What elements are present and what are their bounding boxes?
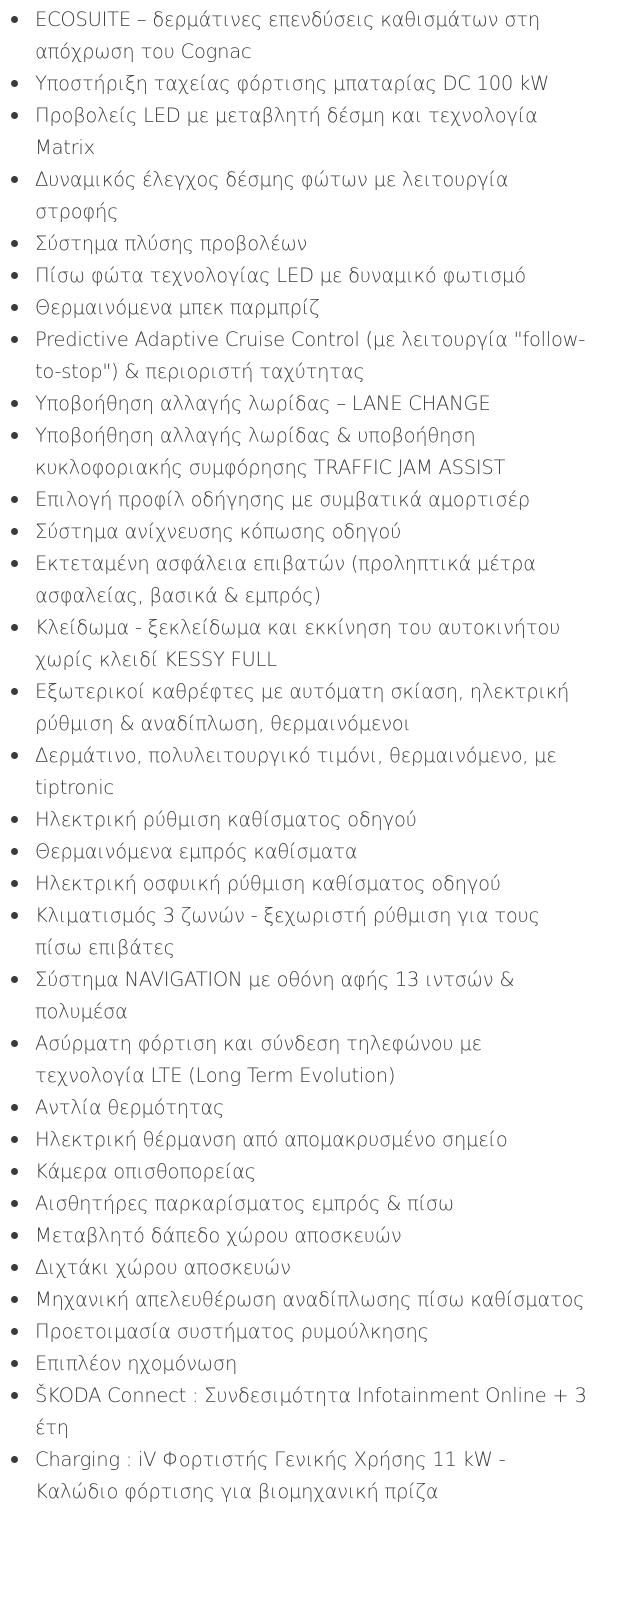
bullet-icon: [11, 560, 18, 567]
bullet-icon: [11, 176, 18, 183]
list-item: [0, 612, 619, 676]
bullet-icon: [11, 1456, 18, 1463]
list-item: [0, 900, 619, 964]
list-item: [0, 1444, 619, 1508]
bullet-icon: [11, 1264, 18, 1271]
list-item-text: Υποστήριξη ταχείας φόρτισης μπαταρίας DC 100 kW: [35, 72, 550, 95]
bullet-icon: [11, 1168, 18, 1175]
list-item-text: Δυναμικός έλεγχος δέσμης φώτων με λειτουργία στροφής: [35, 168, 509, 223]
list-item: [0, 388, 619, 420]
list-item: [0, 4, 619, 68]
list-item-text: Εξωτερικοί καθρέφτες με αυτόματη σκίαση, ηλεκτρική ρύθμιση & αναδίπλωση, θερμαινόμενοι: [35, 680, 570, 735]
list-item-text: Ηλεκτρική ρύθμιση καθίσματος οδηγού: [35, 808, 417, 831]
bullet-icon: [11, 112, 18, 119]
bullet-icon: [11, 336, 18, 343]
list-item-text: Predictive Adaptive Cruise Control (με λειτουργία "follow-to-stop") & περιοριστή ταχύτητας: [35, 328, 586, 383]
list-item-text: Θερμαινόμενα εμπρός καθίσματα: [35, 840, 358, 863]
list-item-text: ŠKODA Connect : Συνδεσιμότητα Infotainment Online + 3 έτη: [35, 1384, 587, 1439]
list-item-text: Θερμαινόμενα μπεκ παρμπρίζ: [35, 296, 320, 319]
list-item: [0, 1380, 619, 1444]
list-item: [0, 1284, 619, 1316]
bullet-icon: [11, 976, 18, 983]
bullet-icon: [11, 1392, 18, 1399]
list-item-text: Υποβοήθηση αλλαγής λωρίδας – LANE CHANGE: [35, 392, 491, 415]
list-item-text: Προετοιμασία συστήματος ρυμούλκησης: [35, 1320, 429, 1343]
bullet-icon: [11, 752, 18, 759]
bullet-icon: [11, 1040, 18, 1047]
list-item: [0, 868, 619, 900]
bullet-icon: [11, 304, 18, 311]
bullet-icon: [11, 1104, 18, 1111]
list-item: [0, 1092, 619, 1124]
list-item: [0, 484, 619, 516]
list-item-text: Σύστημα ανίχνευσης κόπωσης οδηγού: [35, 520, 402, 543]
list-item: [0, 164, 619, 228]
list-item: [0, 964, 619, 1028]
bullet-icon: [11, 16, 18, 23]
list-item: [0, 804, 619, 836]
list-item-text: Επιπλέον ηχομόνωση: [35, 1352, 238, 1375]
list-item: [0, 1348, 619, 1380]
list-item: [0, 740, 619, 804]
list-item-text: Κλιματισμός 3 ζωνών - ξεχωριστή ρύθμιση για τους πίσω επιβάτες: [35, 904, 540, 959]
bullet-icon: [11, 1328, 18, 1335]
list-item-text: Διχτάκι χώρου αποσκευών: [35, 1256, 291, 1279]
bullet-icon: [11, 1200, 18, 1207]
bullet-icon: [11, 1360, 18, 1367]
bullet-icon: [11, 528, 18, 535]
list-item: [0, 1124, 619, 1156]
list-item: [0, 1156, 619, 1188]
bullet-icon: [11, 624, 18, 631]
list-item-text: Εκτεταμένη ασφάλεια επιβατών (προληπτικά μέτρα ασφαλείας, βασικά & εμπρός): [35, 552, 536, 607]
list-item-text: Δερμάτινο, πολυλειτουργικό τιμόνι, θερμαινόμενο, με tiptronic: [35, 744, 557, 799]
list-item-text: ECOSUITE – δερμάτινες επενδύσεις καθισμάτων στη απόχρωση του Cognac: [35, 8, 540, 63]
list-item-text: Μεταβλητό δάπεδο χώρου αποσκευών: [35, 1224, 402, 1247]
bullet-icon: [11, 1232, 18, 1239]
list-item-text: Ηλεκτρική θέρμανση από απομακρυσμένο σημείο: [35, 1128, 508, 1151]
bullet-icon: [11, 80, 18, 87]
list-item: [0, 1252, 619, 1284]
list-item-text: Μηχανική απελευθέρωση αναδίπλωσης πίσω καθίσματος: [35, 1288, 585, 1311]
list-item: [0, 228, 619, 260]
list-item-text: Κάμερα οπισθοπορείας: [35, 1160, 256, 1183]
bullet-icon: [11, 432, 18, 439]
list-item: [0, 676, 619, 740]
bullet-icon: [11, 272, 18, 279]
list-item: [0, 548, 619, 612]
list-item: [0, 1316, 619, 1348]
list-item: [0, 516, 619, 548]
list-item: [0, 100, 619, 164]
bullet-icon: [11, 912, 18, 919]
list-item: [0, 68, 619, 100]
bullet-icon: [11, 1136, 18, 1143]
list-item-text: Αντλία θερμότητας: [35, 1096, 225, 1119]
bullet-icon: [11, 496, 18, 503]
list-item-text: Charging : iV Φορτιστής Γενικής Χρήσης 11 kW - Καλώδιο φόρτισης για βιομηχανική πρίζα: [35, 1448, 506, 1503]
list-item: [0, 324, 619, 388]
list-item-text: Σύστημα πλύσης προβολέων: [35, 232, 308, 255]
list-item: [0, 420, 619, 484]
list-item-text: Προβολείς LED με μεταβλητή δέσμη και τεχνολογία Matrix: [35, 104, 538, 159]
bullet-icon: [11, 400, 18, 407]
list-item-text: Ασύρματη φόρτιση και σύνδεση τηλεφώνου με τεχνολογία LTE (Long Term Evolution): [35, 1032, 482, 1087]
list-item-text: Ηλεκτρική οσφυική ρύθμιση καθίσματος οδηγού: [35, 872, 501, 895]
list-item: [0, 1028, 619, 1092]
list-item-text: Κλείδωμα - ξεκλείδωμα και εκκίνηση του αυτοκινήτου χωρίς κλειδί KESSY FULL: [35, 616, 561, 671]
list-item: [0, 836, 619, 868]
bullet-icon: [11, 240, 18, 247]
list-item-text: Πίσω φώτα τεχνολογίας LED με δυναμικό φωτισμό: [35, 264, 526, 287]
list-item-text: Σύστημα NAVIGATION με οθόνη αφής 13 ιντσών & πολυμέσα: [35, 968, 515, 1023]
list-item-text: Υποβοήθηση αλλαγής λωρίδας & υποβοήθηση κυκλοφοριακής συμφόρησης TRAFFIC JAM ASSIST: [35, 424, 506, 479]
bullet-icon: [11, 1296, 18, 1303]
list-item: [0, 292, 619, 324]
list-item-text: Αισθητήρες παρκαρίσματος εμπρός & πίσω: [35, 1192, 454, 1215]
bullet-icon: [11, 816, 18, 823]
bullet-icon: [11, 688, 18, 695]
list-item: [0, 1188, 619, 1220]
list-item-text: Επιλογή προφίλ οδήγησης με συμβατικά αμορτισέρ: [35, 488, 530, 511]
list-item: [0, 1220, 619, 1252]
list-item: [0, 260, 619, 292]
bullet-icon: [11, 880, 18, 887]
bullet-icon: [11, 848, 18, 855]
